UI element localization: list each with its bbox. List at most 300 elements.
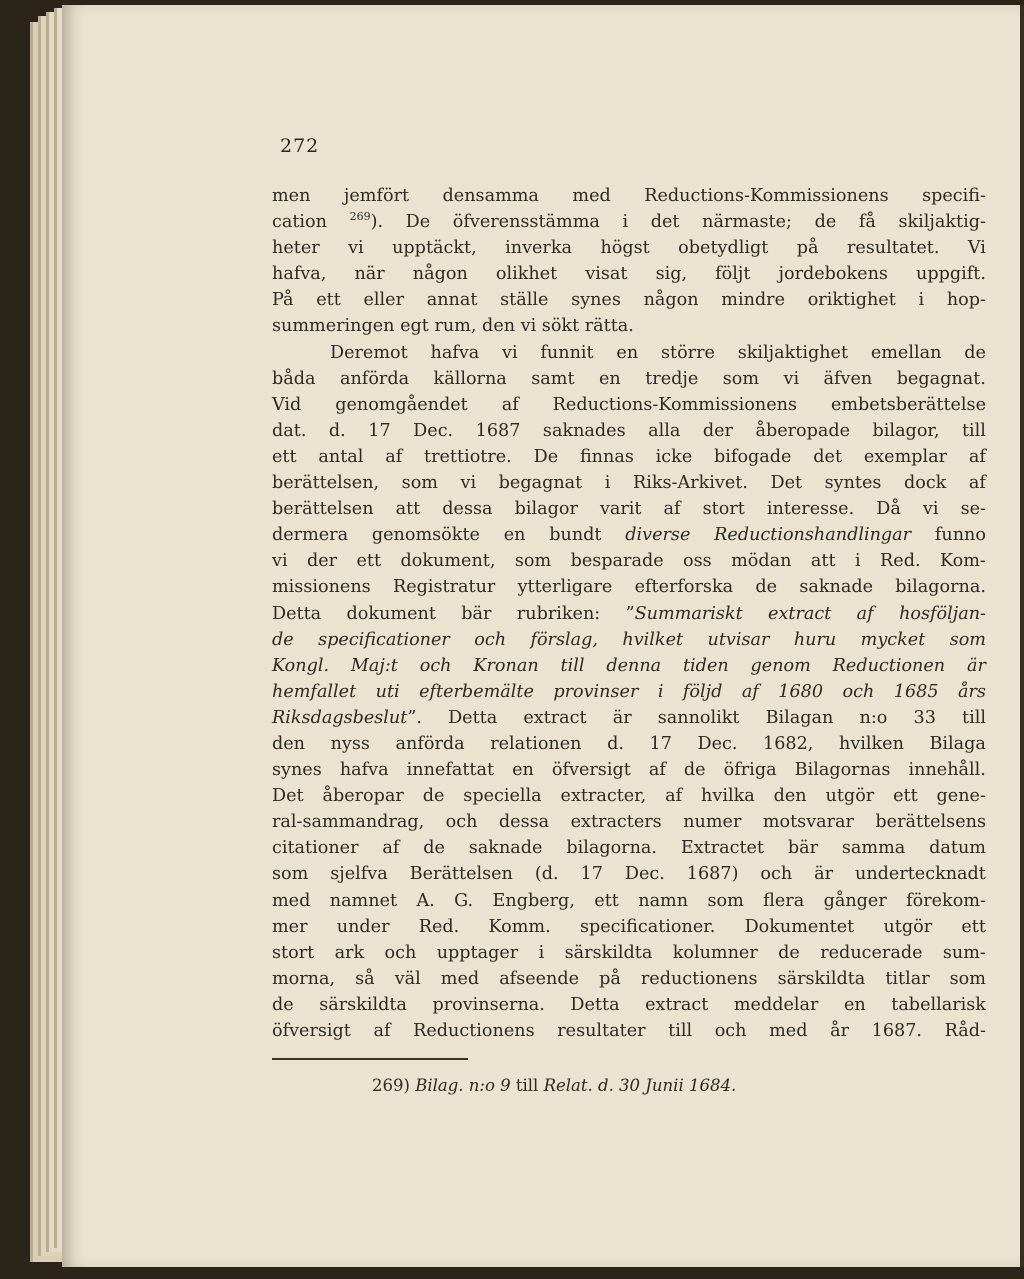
word xyxy=(950,627,986,653)
word xyxy=(864,444,947,470)
text-segment: bär xyxy=(787,838,819,859)
text-segment: synes xyxy=(272,760,322,781)
text-segment: ett xyxy=(961,916,986,937)
word xyxy=(808,287,896,313)
word xyxy=(701,783,755,809)
text-segment: ett xyxy=(594,890,619,911)
text-segment: eller xyxy=(363,290,405,311)
word xyxy=(606,653,661,679)
text-segment: anförda xyxy=(395,733,465,754)
text-segment: rubriken: xyxy=(516,603,601,624)
text-segment: d. xyxy=(607,733,624,754)
text-segment: bilagorna. xyxy=(895,577,986,598)
text-segment: inverka xyxy=(505,238,572,259)
word xyxy=(272,705,422,731)
text-segment: gånger xyxy=(823,890,887,911)
word xyxy=(335,940,365,966)
word xyxy=(873,418,940,444)
text-segment: oriktighet xyxy=(807,290,896,311)
text-segment: berättelsens xyxy=(875,812,986,833)
word xyxy=(649,757,666,783)
word xyxy=(702,209,792,235)
text-segment: de xyxy=(755,577,778,598)
text-segment: jordebokens xyxy=(778,264,888,285)
text-segment: ” xyxy=(625,603,635,624)
word xyxy=(644,287,699,313)
word xyxy=(329,418,346,444)
text-segment: specifi- xyxy=(922,186,986,206)
italic-text: hvilket xyxy=(622,629,684,650)
italic-text: är xyxy=(966,655,986,676)
word xyxy=(859,209,876,235)
text-segment: Reductionens xyxy=(413,1021,535,1041)
word xyxy=(448,705,497,731)
text-segment: ). xyxy=(370,212,384,233)
word xyxy=(683,679,722,705)
word xyxy=(355,966,375,992)
word xyxy=(895,574,986,600)
word xyxy=(784,366,800,392)
word xyxy=(502,340,518,366)
word xyxy=(272,861,308,887)
text-segment: der xyxy=(702,420,733,441)
text-segment: embetsberättelse xyxy=(830,394,986,415)
text-segment: cation xyxy=(272,212,327,233)
word xyxy=(745,914,855,940)
text-segment: upptäckt, xyxy=(392,238,477,259)
text-segment: 1687. xyxy=(871,1021,923,1041)
text-line xyxy=(272,313,986,339)
footnote-citation: Relat. d. 30 Junii 1684. xyxy=(543,1076,737,1095)
text-segment: Bilagan xyxy=(765,707,834,728)
text-segment: meddelar xyxy=(733,994,819,1015)
text-segment: ral-sammandrag, xyxy=(272,812,425,833)
italic-text: af xyxy=(741,681,759,702)
word xyxy=(600,235,649,261)
text-segment: af xyxy=(382,838,400,859)
text-segment: (d. xyxy=(534,864,559,885)
text-segment: af xyxy=(665,786,683,807)
word xyxy=(899,601,986,627)
text-segment: Bilaga xyxy=(929,733,986,754)
text-segment: ett xyxy=(893,786,918,807)
word xyxy=(607,731,624,757)
word xyxy=(580,914,715,940)
text-segment: de xyxy=(778,942,800,963)
word xyxy=(755,574,777,600)
word xyxy=(540,340,593,366)
word xyxy=(453,209,600,235)
word xyxy=(396,496,421,522)
text-segment: Deremot xyxy=(330,342,408,363)
italic-text: uti xyxy=(375,681,400,702)
text-segment: Dec. xyxy=(624,864,665,885)
word xyxy=(914,705,936,731)
word xyxy=(502,392,519,418)
word xyxy=(664,496,681,522)
text-segment: Kom- xyxy=(939,551,986,572)
word xyxy=(893,783,918,809)
italic-text: genom xyxy=(750,655,811,676)
text-segment: 1682, xyxy=(763,733,814,754)
word xyxy=(585,261,627,287)
word xyxy=(650,731,672,757)
word xyxy=(847,235,940,261)
text-segment: Råd- xyxy=(944,1021,986,1041)
word xyxy=(872,1018,922,1044)
text-segment: i xyxy=(538,942,545,963)
text-segment: till xyxy=(668,1021,693,1041)
word xyxy=(272,574,371,600)
text-segment: G. xyxy=(454,890,474,911)
word xyxy=(683,548,712,574)
word xyxy=(393,574,495,600)
word xyxy=(413,418,453,444)
word xyxy=(571,287,621,313)
word xyxy=(461,470,477,496)
word xyxy=(318,627,450,653)
word xyxy=(930,731,986,757)
word xyxy=(348,235,364,261)
word xyxy=(770,470,802,496)
word xyxy=(454,888,473,914)
word xyxy=(661,340,715,366)
text-segment: funno xyxy=(934,525,986,546)
text-segment: år xyxy=(830,1021,850,1041)
word xyxy=(402,470,438,496)
text-segment: dokument, xyxy=(400,551,496,572)
word xyxy=(392,235,477,261)
text-segment: relationen xyxy=(490,733,582,754)
word xyxy=(947,287,986,313)
text-segment: som xyxy=(949,968,986,989)
word xyxy=(855,548,861,574)
word xyxy=(731,548,791,574)
word xyxy=(272,783,304,809)
word xyxy=(599,366,621,392)
italic-text: Reductionshandlingar xyxy=(714,525,912,546)
italic-text: efterbemälte xyxy=(419,681,534,702)
text-segment: reducerade xyxy=(820,942,923,963)
word xyxy=(395,966,421,992)
italic-text: Kongl. xyxy=(272,655,330,676)
text-segment: när xyxy=(354,264,385,285)
word xyxy=(658,705,740,731)
word xyxy=(763,731,813,757)
word xyxy=(463,783,541,809)
word xyxy=(767,496,854,522)
text-segment: namnet xyxy=(329,890,398,911)
text-segment: provinserna. xyxy=(432,994,545,1015)
text-segment: stort xyxy=(702,499,745,520)
word xyxy=(594,888,619,914)
word xyxy=(272,757,322,783)
text-segment: Det xyxy=(272,786,304,807)
word xyxy=(656,444,693,470)
text-segment: reductionens xyxy=(640,968,758,989)
word xyxy=(504,522,526,548)
text-segment: tabellarisk xyxy=(891,994,986,1015)
italic-text: års xyxy=(957,681,986,702)
text-segment: förekom- xyxy=(906,890,986,911)
word xyxy=(778,940,800,966)
word xyxy=(860,705,888,731)
text-segment: skiljaktig- xyxy=(898,212,986,233)
text-segment: De xyxy=(405,212,431,233)
text-segment: dat. xyxy=(272,420,307,441)
word xyxy=(272,601,321,627)
text-segment: hop- xyxy=(946,290,986,311)
italic-text: 1685 xyxy=(893,681,939,702)
word xyxy=(561,653,585,679)
text-segment: exemplar xyxy=(863,446,948,467)
text-segment: en xyxy=(503,525,526,546)
text-segment: bifogade xyxy=(714,446,792,467)
text-segment: vi xyxy=(502,342,518,363)
word xyxy=(552,757,631,783)
text-segment: sjelfva xyxy=(330,864,388,885)
text-segment: de xyxy=(272,994,294,1015)
word xyxy=(473,653,538,679)
text-segment: bundt xyxy=(549,525,602,546)
text-segment: obetydligt xyxy=(678,238,769,259)
text-segment: Dec. xyxy=(413,420,454,441)
word xyxy=(420,653,452,679)
word xyxy=(446,809,478,835)
word xyxy=(385,444,402,470)
word xyxy=(382,835,399,861)
text-segment: dock xyxy=(903,473,947,494)
text-segment: ett xyxy=(316,290,341,311)
word xyxy=(723,366,759,392)
text-segment: väl xyxy=(394,968,421,989)
word xyxy=(354,261,384,287)
word xyxy=(724,757,777,783)
word xyxy=(330,861,387,887)
text-segment: öfriga xyxy=(723,760,777,781)
text-segment: i xyxy=(622,212,629,233)
text-segment: Detta xyxy=(272,603,322,624)
text-segment: anförda xyxy=(339,368,410,389)
word xyxy=(943,940,986,966)
word xyxy=(645,992,708,1018)
word xyxy=(968,235,986,261)
word xyxy=(557,1018,645,1044)
word xyxy=(580,444,634,470)
text-segment: af xyxy=(373,1021,391,1041)
text-segment: uppgift. xyxy=(916,264,986,285)
text-segment: 17 xyxy=(580,864,603,885)
text-segment: vi xyxy=(272,551,288,572)
word xyxy=(622,627,683,653)
word xyxy=(272,496,374,522)
word xyxy=(605,470,611,496)
text-segment: speciella xyxy=(463,786,542,807)
word xyxy=(423,835,445,861)
text-segment: hafva xyxy=(430,342,480,363)
italic-text: extract xyxy=(768,603,832,624)
word xyxy=(909,757,986,783)
text-segment: de xyxy=(683,760,706,781)
text-segment: ställe xyxy=(500,290,549,311)
text-segment: innehåll. xyxy=(908,760,986,781)
text-segment: dokument xyxy=(346,603,436,624)
text-segment: undertecknadt xyxy=(854,864,986,885)
italic-text: 1680 xyxy=(778,681,824,702)
text-segment: jemfört xyxy=(343,186,410,206)
text-line xyxy=(272,496,986,522)
word xyxy=(751,653,811,679)
word xyxy=(272,966,335,992)
word xyxy=(922,183,986,209)
text-segment: båda xyxy=(272,368,316,389)
word xyxy=(721,287,785,313)
word xyxy=(373,1018,390,1044)
text-line xyxy=(272,679,986,705)
word xyxy=(935,522,986,548)
text-segment: Engberg, xyxy=(492,890,575,911)
text-segment: flera xyxy=(763,890,805,911)
word xyxy=(616,340,638,366)
text-segment: missionens xyxy=(272,577,371,598)
italic-text: förslag, xyxy=(530,629,598,650)
word xyxy=(413,261,468,287)
text-segment: någon xyxy=(412,264,468,285)
text-segment: se- xyxy=(960,499,986,520)
italic-text: provinser xyxy=(553,681,639,702)
text-line xyxy=(272,418,986,444)
word xyxy=(644,183,888,209)
word xyxy=(897,366,986,392)
text-segment: oss xyxy=(683,551,712,572)
text-line xyxy=(272,392,986,418)
word xyxy=(518,574,613,600)
text-segment: vi xyxy=(460,473,477,494)
word xyxy=(831,392,986,418)
italic-text: och xyxy=(474,629,507,650)
word xyxy=(684,757,706,783)
word xyxy=(272,522,348,548)
text-segment: källorna xyxy=(433,368,507,389)
word xyxy=(769,1018,807,1044)
text-segment: besparade xyxy=(570,551,664,572)
word xyxy=(561,783,647,809)
word xyxy=(474,627,506,653)
word xyxy=(517,601,600,627)
word xyxy=(919,287,925,313)
text-line xyxy=(272,470,986,496)
text-segment: Detta xyxy=(448,707,498,728)
word xyxy=(876,496,901,522)
text-segment: Det xyxy=(770,473,803,494)
italic-text: hosföljan- xyxy=(899,603,986,624)
word xyxy=(351,653,398,679)
word xyxy=(961,496,986,522)
word xyxy=(613,705,632,731)
text-segment: särskildta xyxy=(777,968,866,989)
text-segment: der xyxy=(307,551,338,572)
text-segment: varit xyxy=(599,499,642,520)
text-segment: sum- xyxy=(942,942,986,963)
text-segment: vi xyxy=(922,499,939,520)
word xyxy=(337,914,390,940)
word xyxy=(683,809,741,835)
text-segment: 33 xyxy=(913,707,936,728)
text-segment: till xyxy=(962,707,986,728)
word xyxy=(894,679,939,705)
text-segment: Reductions-Kommissionens xyxy=(644,186,889,206)
text-segment: hafva xyxy=(339,760,389,781)
word xyxy=(523,705,586,731)
word xyxy=(553,392,797,418)
text-segment: alla xyxy=(648,420,681,441)
word xyxy=(430,340,479,366)
text-segment: närmaste; xyxy=(702,212,792,233)
italic-text: Reductionen xyxy=(832,655,946,676)
text-line xyxy=(272,966,986,992)
text-segment: en xyxy=(843,994,866,1015)
word xyxy=(272,287,294,313)
text-segment: afseende xyxy=(499,968,580,989)
word xyxy=(493,888,575,914)
text-segment: citationer xyxy=(272,838,359,859)
word xyxy=(396,731,465,757)
text-segment: titlar xyxy=(885,968,930,989)
word xyxy=(330,340,408,366)
text-segment: och xyxy=(445,812,478,833)
word xyxy=(441,966,479,992)
word xyxy=(434,366,507,392)
text-segment: saknade xyxy=(468,838,543,859)
word xyxy=(857,601,874,627)
text-segment: antal xyxy=(318,446,364,467)
word xyxy=(364,287,405,313)
word xyxy=(625,522,690,548)
italic-text: diverse xyxy=(625,525,691,546)
text-segment: Komm. xyxy=(488,916,551,937)
word xyxy=(929,835,986,861)
word xyxy=(880,548,921,574)
word xyxy=(843,679,875,705)
text-segment: är xyxy=(612,707,632,728)
word xyxy=(760,861,792,887)
text-line xyxy=(272,809,986,835)
text-line xyxy=(272,574,986,600)
word xyxy=(658,679,664,705)
text-segment: som xyxy=(401,473,438,494)
word xyxy=(967,653,986,679)
word xyxy=(535,861,559,887)
word xyxy=(272,183,310,209)
word xyxy=(424,444,512,470)
text-line xyxy=(272,940,986,966)
text-segment: större xyxy=(660,342,715,363)
text-segment: efterforska xyxy=(634,577,734,598)
text-line xyxy=(272,861,986,887)
word xyxy=(272,809,424,835)
word xyxy=(385,940,417,966)
footnote-number: 269) xyxy=(372,1076,410,1095)
word xyxy=(499,966,579,992)
word xyxy=(571,809,662,835)
word xyxy=(645,366,698,392)
word xyxy=(788,835,818,861)
text-line xyxy=(272,261,986,287)
word xyxy=(488,914,550,940)
text-segment: bilagor xyxy=(514,499,578,520)
word xyxy=(774,783,807,809)
text-segment: n:o xyxy=(859,707,888,728)
